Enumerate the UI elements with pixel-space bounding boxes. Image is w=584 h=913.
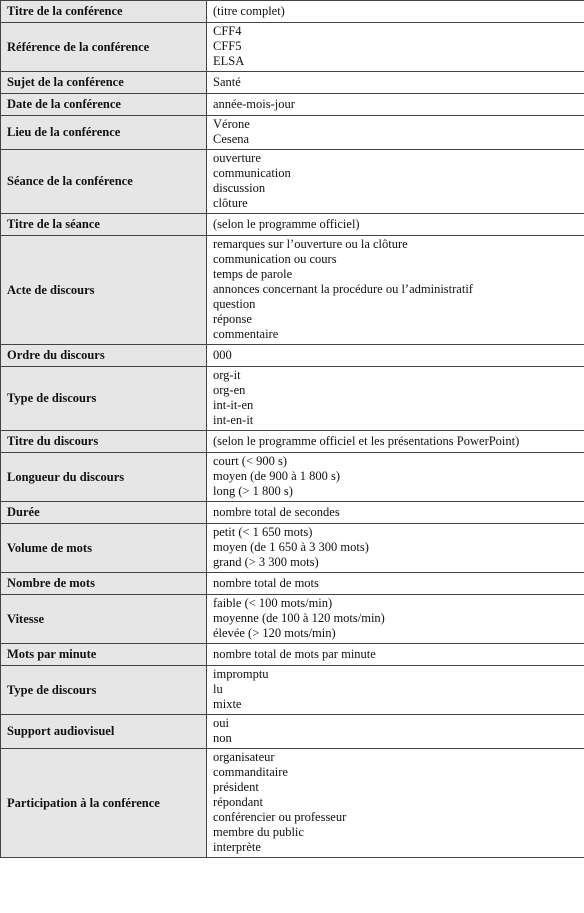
- row-values: [207, 644, 584, 666]
- value-item: long (> 1 800 s): [213, 484, 293, 498]
- value-item: CFF5: [213, 39, 242, 53]
- table-row: [1, 150, 584, 214]
- table-row: [1, 23, 584, 72]
- value-item: clôture: [213, 196, 248, 210]
- row-label: Acte de discours: [1, 236, 207, 345]
- row-values: [207, 236, 584, 345]
- row-label: Sujet de la conférence: [1, 72, 207, 94]
- table-row: [1, 236, 584, 345]
- row-values: [207, 345, 584, 367]
- value-item: grand (> 3 300 mots): [213, 555, 319, 569]
- value-item: CFF4: [213, 24, 242, 38]
- row-label: Titre de la conférence: [1, 1, 207, 23]
- table-row: [1, 214, 584, 236]
- value-item: lu: [213, 682, 223, 696]
- value-item: int-en-it: [213, 413, 254, 427]
- value-item: moyen (de 1 650 à 3 300 mots): [213, 540, 369, 554]
- row-values: [207, 214, 584, 236]
- row-label: Participation à la conférence: [1, 749, 207, 858]
- row-values: [207, 595, 584, 644]
- value-item: communication: [213, 166, 291, 180]
- value-item: org-it: [213, 368, 241, 382]
- value-item: annonces concernant la procédure ou l’administratif: [213, 282, 473, 296]
- table-row: [1, 431, 584, 453]
- table-row: [1, 345, 584, 367]
- table-row: [1, 72, 584, 94]
- row-values: [207, 502, 584, 524]
- value-item: mixte: [213, 697, 242, 711]
- row-label: Date de la conférence: [1, 94, 207, 116]
- row-values: [207, 72, 584, 94]
- table-row: [1, 666, 584, 715]
- row-label: Référence de la conférence: [1, 23, 207, 72]
- value-item: court (< 900 s): [213, 454, 288, 468]
- value-item: discussion: [213, 181, 266, 195]
- metadata-table-body: [1, 1, 584, 858]
- value-item: remarques sur l’ouverture ou la clôture: [213, 237, 408, 251]
- value-item: question: [213, 297, 256, 311]
- table-row: [1, 573, 584, 595]
- row-values: [207, 524, 584, 573]
- row-label: Volume de mots: [1, 524, 207, 573]
- value-item: conférencier ou professeur: [213, 810, 347, 824]
- value-item: (selon le programme officiel et les présentations PowerPoint): [213, 433, 520, 448]
- row-values: [207, 666, 584, 715]
- value-item: organisateur: [213, 750, 275, 764]
- value-item: année-mois-jour: [213, 96, 295, 111]
- value-item: (selon le programme officiel): [213, 216, 360, 231]
- value-item: réponse: [213, 312, 252, 326]
- row-values: [207, 367, 584, 431]
- row-values: [207, 94, 584, 116]
- value-item: répondant: [213, 795, 263, 809]
- row-label: Longueur du discours: [1, 453, 207, 502]
- value-item: org-en: [213, 383, 246, 397]
- row-values: [207, 573, 584, 595]
- row-values: [207, 431, 584, 453]
- value-item: ELSA: [213, 54, 245, 68]
- table-row: [1, 644, 584, 666]
- value-item: nombre total de secondes: [213, 504, 340, 519]
- value-item: non: [213, 731, 232, 745]
- row-label: Support audiovisuel: [1, 715, 207, 749]
- table-row: [1, 1, 584, 23]
- value-item: oui: [213, 716, 229, 730]
- value-item: commentaire: [213, 327, 279, 341]
- value-item: nombre total de mots: [213, 575, 319, 590]
- value-item: 000: [213, 347, 232, 362]
- table-row: [1, 94, 584, 116]
- table-row: [1, 715, 584, 749]
- row-values: [207, 749, 584, 858]
- row-label: Ordre du discours: [1, 345, 207, 367]
- row-values: [207, 1, 584, 23]
- value-item: Cesena: [213, 132, 250, 146]
- value-item: interprète: [213, 840, 261, 854]
- value-item: faible (< 100 mots/min): [213, 596, 333, 610]
- table-row: [1, 595, 584, 644]
- value-item: impromptu: [213, 667, 269, 681]
- row-label: Type de discours: [1, 666, 207, 715]
- row-values: [207, 23, 584, 72]
- value-item: commanditaire: [213, 765, 288, 779]
- table-row: [1, 749, 584, 858]
- row-label: Titre de la séance: [1, 214, 207, 236]
- row-values: [207, 150, 584, 214]
- value-item: moyenne (de 100 à 120 mots/min): [213, 611, 385, 625]
- row-label: Lieu de la conférence: [1, 116, 207, 150]
- table-row: [1, 367, 584, 431]
- row-label: Vitesse: [1, 595, 207, 644]
- value-item: ouverture: [213, 151, 261, 165]
- value-item: président: [213, 780, 259, 794]
- row-label: Titre du discours: [1, 431, 207, 453]
- value-item: communication ou cours: [213, 252, 337, 266]
- value-item: Santé: [213, 74, 241, 89]
- row-label: Séance de la conférence: [1, 150, 207, 214]
- value-item: temps de parole: [213, 267, 293, 281]
- row-label: Mots par minute: [1, 644, 207, 666]
- table-row: [1, 502, 584, 524]
- value-item: membre du public: [213, 825, 304, 839]
- value-item: nombre total de mots par minute: [213, 646, 376, 661]
- value-item: moyen (de 900 à 1 800 s): [213, 469, 341, 483]
- value-item: int-it-en: [213, 398, 254, 412]
- row-label: Type de discours: [1, 367, 207, 431]
- row-values: [207, 453, 584, 502]
- value-item: petit (< 1 650 mots): [213, 525, 313, 539]
- table-row: [1, 524, 584, 573]
- value-item: Vérone: [213, 117, 250, 131]
- table-row: [1, 453, 584, 502]
- table-row: [1, 116, 584, 150]
- row-values: [207, 116, 584, 150]
- row-label: Nombre de mots: [1, 573, 207, 595]
- row-values: [207, 715, 584, 749]
- value-item: (titre complet): [213, 3, 285, 18]
- row-label: Durée: [1, 502, 207, 524]
- value-item: élevée (> 120 mots/min): [213, 626, 336, 640]
